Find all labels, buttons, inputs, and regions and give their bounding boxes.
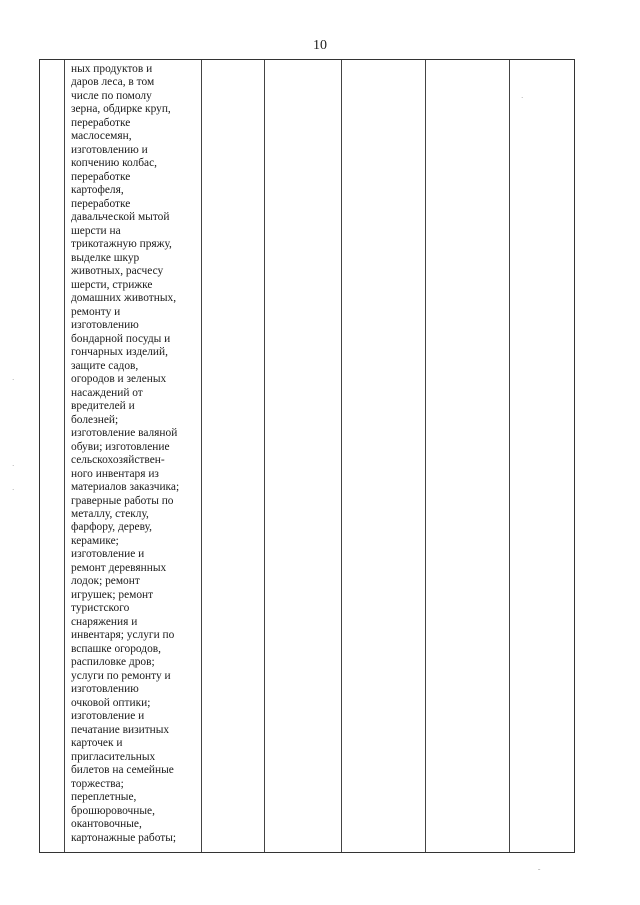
text-line: окантовочные, — [71, 818, 142, 831]
text-line: изготовление и — [71, 710, 145, 723]
text-line: вспашке огородов, — [71, 642, 162, 655]
text-line: изготовлению — [71, 319, 139, 332]
text-line: гончарных изделий, — [71, 346, 168, 359]
text-line: ремонт деревянных — [71, 561, 167, 574]
scan-speck: · — [12, 486, 15, 494]
text-line: картонажные работы; — [71, 831, 177, 844]
text-line: изготовление и — [71, 548, 145, 561]
text-line: даров леса, в том — [71, 76, 155, 89]
text-line: билетов на семейные — [71, 764, 174, 777]
text-line: инвентаря; услуги по — [71, 629, 175, 642]
text-line: туристского — [71, 602, 130, 615]
scan-speck: ˇ — [538, 868, 541, 876]
text-line: снаряжения и — [71, 615, 138, 628]
text-line: изготовлению и — [71, 143, 148, 156]
text-line: переработке — [71, 116, 131, 129]
text-line: керамике; — [71, 534, 119, 547]
text-line: пригласительных — [71, 750, 156, 763]
page-number: 10 — [313, 38, 327, 53]
text-line: шерсти, стрижке — [71, 278, 153, 291]
text-line: трикотажную пряжу, — [71, 238, 172, 251]
text-line: защите садов, — [71, 359, 139, 372]
text-line: болезней; — [71, 413, 119, 426]
text-line: зерна, обдирке круп, — [71, 103, 171, 116]
text-line: вредителей и — [71, 400, 135, 413]
text-line: ных продуктов и — [71, 63, 153, 75]
text-line: переработке — [71, 170, 131, 183]
column-divider-5 — [425, 60, 426, 852]
text-line: услуги по ремонту и — [71, 669, 171, 682]
column-divider-4 — [341, 60, 342, 852]
text-line: лодок; ремонт — [71, 575, 140, 588]
text-line: изготовлению — [71, 683, 139, 696]
text-line: переплетные, — [71, 791, 137, 804]
text-line: маслосемян, — [71, 130, 132, 143]
text-line: очковой оптики; — [71, 696, 151, 709]
text-line: давальческой мытой — [71, 211, 170, 224]
text-line: шерсти на — [71, 224, 121, 237]
text-line: торжества; — [71, 777, 124, 790]
text-line: ного инвентаря из — [71, 467, 159, 480]
text-line: животных, расчесу — [71, 265, 164, 278]
text-line: материалов заказчика; — [71, 481, 180, 494]
text-line: переработке — [71, 197, 131, 210]
text-line: фарфору, дереву, — [71, 521, 152, 534]
text-line: изготовление валяной — [71, 427, 178, 440]
text-line: печатание визитных — [71, 723, 170, 736]
text-line: выделке шкур — [71, 251, 140, 264]
text-line: обуви; изготовление — [71, 440, 170, 453]
scan-speck: · — [521, 94, 524, 102]
text-line: брошюровочные, — [71, 804, 155, 817]
text-line: игрушек; ремонт — [71, 588, 154, 601]
text-line: огородов и зеленых — [71, 373, 167, 386]
text-line: сельскохозяйствен- — [71, 454, 165, 467]
scan-speck: · — [12, 462, 15, 470]
table-cell-services-text — [71, 63, 236, 845]
text-line: граверные работы по — [71, 494, 174, 507]
text-line: числе по помолу — [71, 89, 152, 102]
text-line: копчению колбас, — [71, 157, 158, 170]
text-line: металлу, стеклу, — [71, 507, 149, 520]
column-divider-1 — [64, 60, 65, 852]
text-line: ремонту и — [71, 305, 121, 318]
column-divider-6 — [509, 60, 510, 852]
text-line: карточек и — [71, 737, 123, 750]
scan-speck: · — [12, 376, 15, 384]
text-line: бондарной посуды и — [71, 332, 171, 345]
column-divider-3 — [264, 60, 265, 852]
text-line: домашних животных, — [71, 292, 177, 305]
text-line: распиловке дров; — [71, 656, 155, 669]
text-line: картофеля, — [71, 184, 124, 197]
text-line: насаждений от — [71, 386, 143, 399]
document-table — [39, 59, 575, 853]
